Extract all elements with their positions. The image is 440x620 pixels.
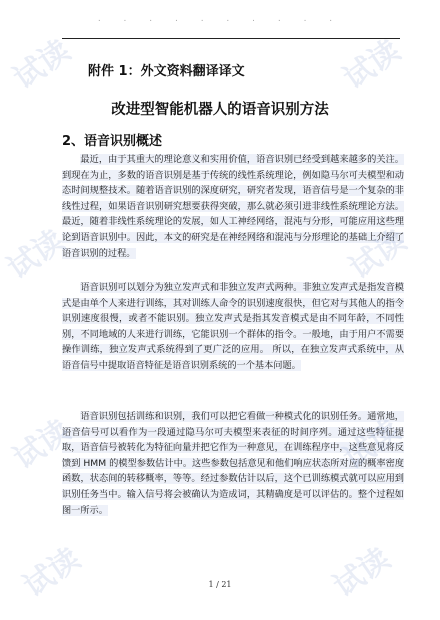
- watermark: 试读: [327, 541, 397, 605]
- header-rule: [62, 38, 400, 39]
- watermark: 试读: [343, 223, 413, 287]
- watermark: 试读: [7, 33, 77, 97]
- watermark: 试读: [1, 223, 71, 287]
- paragraph-3-text: 语音识别包括训练和识别，我们可以把它看做一种模式化的识别任务。通常地，语音信号可以看作为一段通过隐马尔可夫模型来表征的时间序列。通过这些特征提取，语音信号被转化为特征向量并把它作为一种意见，在训练程序中，这些意见将反馈到 HMM 的模型参数估计中。这些参数包括意见和他们响应状态所对应的概率密度函数，状态间的转移概率，等等。经过参数估计以后，这个已训练模式就可以应用到识别任务当中。输入信号将会被确认为造成词，其精确度是可以评估的。整个过程如图一所示。: [62, 411, 404, 516]
- paragraph-3: [62, 409, 404, 518]
- watermark: 试读: [17, 541, 87, 605]
- header-dots: . . . . . . . . . .: [97, 14, 343, 24]
- paragraph-2-text: 语音识别可以划分为独立发声式和非独立发声式两种。非独立发声式是指发音模式是由单个人来进行训练，其对训练人命令的识别速度很快，但它对与其他人的指令识别速度很慢，或者不能识别。独立发声式是指其发音模式是由不同年龄，不同性别，不同地域的人来进行训练，它能识别一个群体的指令。一般地，由于用户不需要操作训练，独立发声式系统得到了更广泛的应用。 所以，在独立发声式系统中，从语音信号中提取语音特征是语音识别系统的一个基本问题。: [62, 282, 404, 371]
- watermark: 试读: [337, 33, 407, 97]
- attachment-label: 附件 1：外文资料翻译译文: [88, 64, 245, 79]
- document-title: 改进型智能机器人的语音识别方法: [111, 102, 329, 118]
- paragraph-1-text: 最近，由于其重大的理论意义和实用价值，语音识别已经受到越来越多的关注。到现在为止，多数的语音识别是基于传统的线性系统理论，例如隐马尔可夫模型和动态时间规整技术。随着语音识别的深度研究，研究者发现，语音信号是一个复杂的非线性过程，如果语音识别研究想要获得突破，那么就必须引进非线性系统理论方法。最近，随着非线性系统理论的发展，如人工神经网络，混沌与分形，可能应用这些理论到语音识别中。因此，本文的研究是在神经网络和混沌与分形理论的基础上介绍了语音识别的过程。: [62, 154, 404, 259]
- section-heading: 2、语音识别概述: [62, 134, 163, 149]
- paragraph-1: [62, 152, 404, 261]
- watermark: 试读: [7, 413, 77, 477]
- paragraph-2: [62, 280, 404, 374]
- page-number: 1 / 21: [208, 580, 232, 589]
